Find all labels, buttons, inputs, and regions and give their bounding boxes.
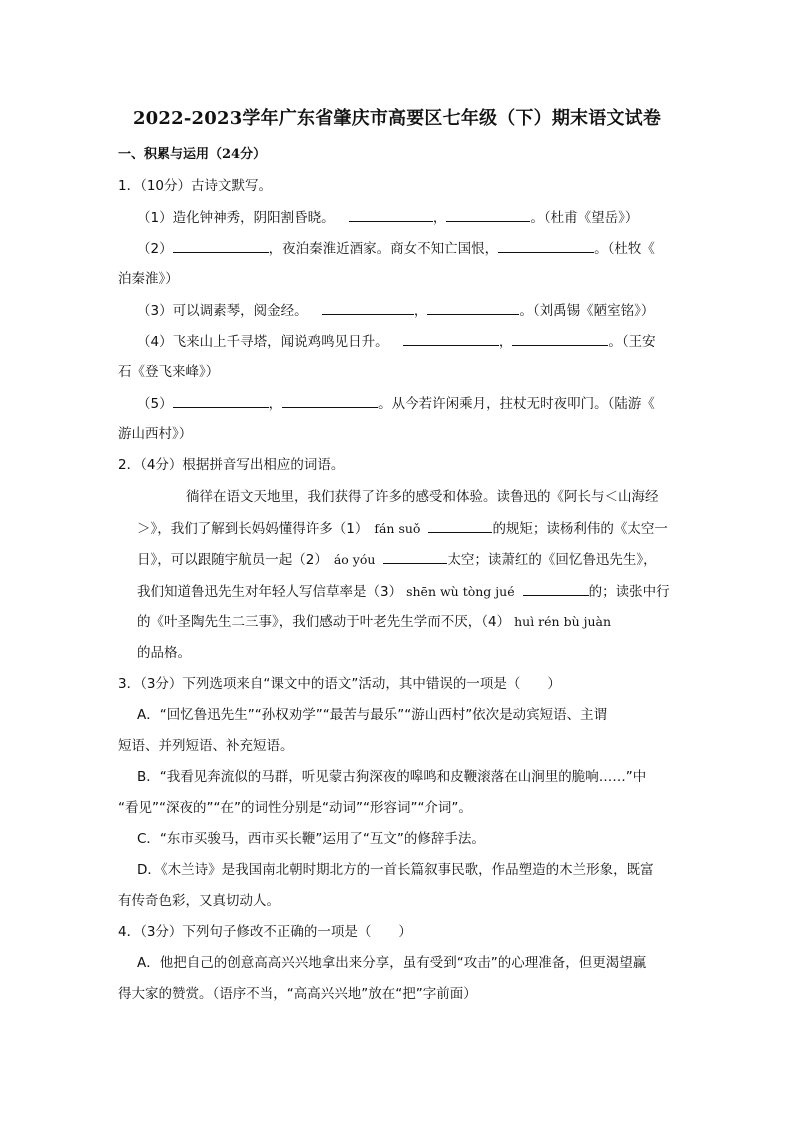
q2-stem: 2．（4分）根据拼音写出相应的词语。 xyxy=(118,457,345,473)
q1-item-1 xyxy=(137,207,638,228)
q2-paragraph-line xyxy=(137,581,670,602)
q2-paragraph-line xyxy=(137,518,668,539)
q2-text: ＞》，我们了解到长妈妈懂得许多（1） xyxy=(137,521,369,537)
q2-text: 的规矩；读杨利伟的《太空一 xyxy=(492,521,668,537)
q1-item-3 xyxy=(137,300,654,321)
pinyin-4: huì rén bù juàn xyxy=(514,614,612,629)
answer-blank[interactable] xyxy=(173,393,269,408)
pinyin-2: áo yóu xyxy=(333,552,376,567)
q2-text: 的；读张中行 xyxy=(588,584,670,600)
answer-blank[interactable] xyxy=(427,300,519,315)
q3-option-d[interactable]: D．《木兰诗》是我国南北朝时期北方的一首长篇叙事民歌，作品塑造的木兰形象，既富 xyxy=(137,862,654,878)
q2-paragraph-line: 徜徉在语文天地里，我们获得了许多的感受和体验。读鲁迅的《阿长与＜山海经 xyxy=(186,489,659,505)
q1-item-1-source: 。（杜甫《望岳》） xyxy=(530,210,639,226)
q2-text: 我们知道鲁迅先生对年轻人写信草率是（3） xyxy=(137,584,403,600)
answer-blank[interactable] xyxy=(512,331,608,346)
comma: ， xyxy=(413,303,428,319)
answer-blank[interactable] xyxy=(322,300,414,315)
q1-stem: 1．（10分）古诗文默写。 xyxy=(118,178,273,194)
q1-item-2-cont: 泊秦淮》） xyxy=(118,271,179,287)
q1-item-5-text: 。从今若许闲乘月，拄杖无时夜叩门。（陆游《 xyxy=(378,396,655,412)
q2-paragraph-line: 的品格。 xyxy=(137,645,191,661)
q2-paragraph-line xyxy=(137,549,657,570)
answer-blank[interactable] xyxy=(428,518,492,533)
q1-item-2-text: ，夜泊秦淮近酒家。商女不知亡国恨， xyxy=(268,241,499,257)
q1-item-4-cont: 石《登飞来峰》） xyxy=(118,364,220,380)
q1-item-4 xyxy=(137,331,656,352)
answer-blank[interactable] xyxy=(383,549,447,564)
q1-item-5-cont: 游山西村》） xyxy=(118,426,193,442)
answer-blank[interactable] xyxy=(173,238,269,253)
pinyin-3: shēn wù tòng jué xyxy=(406,584,515,599)
section-heading: 一、积累与运用（24分） xyxy=(118,147,267,162)
comma: ， xyxy=(432,210,447,226)
q1-item-2-source: 。（杜牧《 xyxy=(594,241,655,257)
q3-option-d-cont: 有传奇色彩，又真切动人。 xyxy=(118,893,280,909)
comma: ， xyxy=(268,396,283,412)
q3-option-b[interactable]: B．“我看见奔流似的马群，听见蒙古狗深夜的嗥鸣和皮鞭滚落在山涧里的脆响……”中 xyxy=(137,769,647,785)
q3-option-a[interactable]: A．“回忆鲁迅先生”“孙权劝学”“最苦与最乐”“游山西村”依次是动宾短语、主谓 xyxy=(137,707,608,723)
comma: ， xyxy=(498,334,513,350)
q1-item-1-text: （1）造化钟神秀，阴阳割昏晓。 xyxy=(137,210,335,226)
answer-blank[interactable] xyxy=(349,207,433,222)
q4-option-a[interactable]: A．他把自己的创意高高兴兴地拿出来分享，虽有受到“攻击”的心理准备，但更渴望赢 xyxy=(137,955,647,971)
q3-stem: 3．（3分）下列选项来自“课文中的语文”活动，其中错误的一项是（ ） xyxy=(118,676,561,692)
answer-blank[interactable] xyxy=(446,207,530,222)
q3-option-c[interactable]: C．“东市买骏马，西市买长鞭”运用了“互文”的修辞手法。 xyxy=(137,831,485,847)
q3-option-a-cont: 短语、并列短语、补充短语。 xyxy=(118,738,294,754)
q1-item-3-text: （3）可以调素琴，阅金经。 xyxy=(137,303,308,319)
q2-text: 太空；读萧红的《回忆鲁迅先生》， xyxy=(447,552,657,568)
q2-text: 日》，可以跟随宇航员一起（2） xyxy=(137,552,328,568)
q1-item-5 xyxy=(137,393,655,414)
q4-option-a-cont: 得大家的赞赏。（语序不当，“高高兴兴地”放在“把”字前面） xyxy=(118,986,477,1002)
q1-item-3-source: 。（刘禹锡《陋室铭》） xyxy=(519,303,655,319)
q1-item-4-text: （4）飞来山上千寻塔，闻说鸡鸣见日升。 xyxy=(137,334,389,350)
q4-stem: 4．（3分）下列句子修改不正确的一项是（ ） xyxy=(118,924,412,940)
answer-blank[interactable] xyxy=(523,581,589,596)
answer-blank[interactable] xyxy=(498,238,594,253)
q2-text: 的《叶圣陶先生二三事》，我们感动于叶老先生学而不厌，（4） xyxy=(137,614,511,630)
q1-item-4-source: 。（王安 xyxy=(608,334,656,350)
q3-option-b-cont: “看见”“深夜的”“在”的词性分别是“动词”“形容词”“介词”。 xyxy=(118,800,472,816)
q1-item-2 xyxy=(137,238,655,259)
q2-paragraph-line xyxy=(137,612,611,632)
page-title: 2022-2023学年广东省肇庆市高要区七年级（下）期末语文试卷 xyxy=(132,108,662,129)
answer-blank[interactable] xyxy=(403,331,499,346)
q1-item-2-num: （2） xyxy=(137,241,173,257)
q1-item-5-num: （5） xyxy=(137,396,173,412)
pinyin-1: fán suǒ xyxy=(374,521,421,536)
answer-blank[interactable] xyxy=(282,393,378,408)
